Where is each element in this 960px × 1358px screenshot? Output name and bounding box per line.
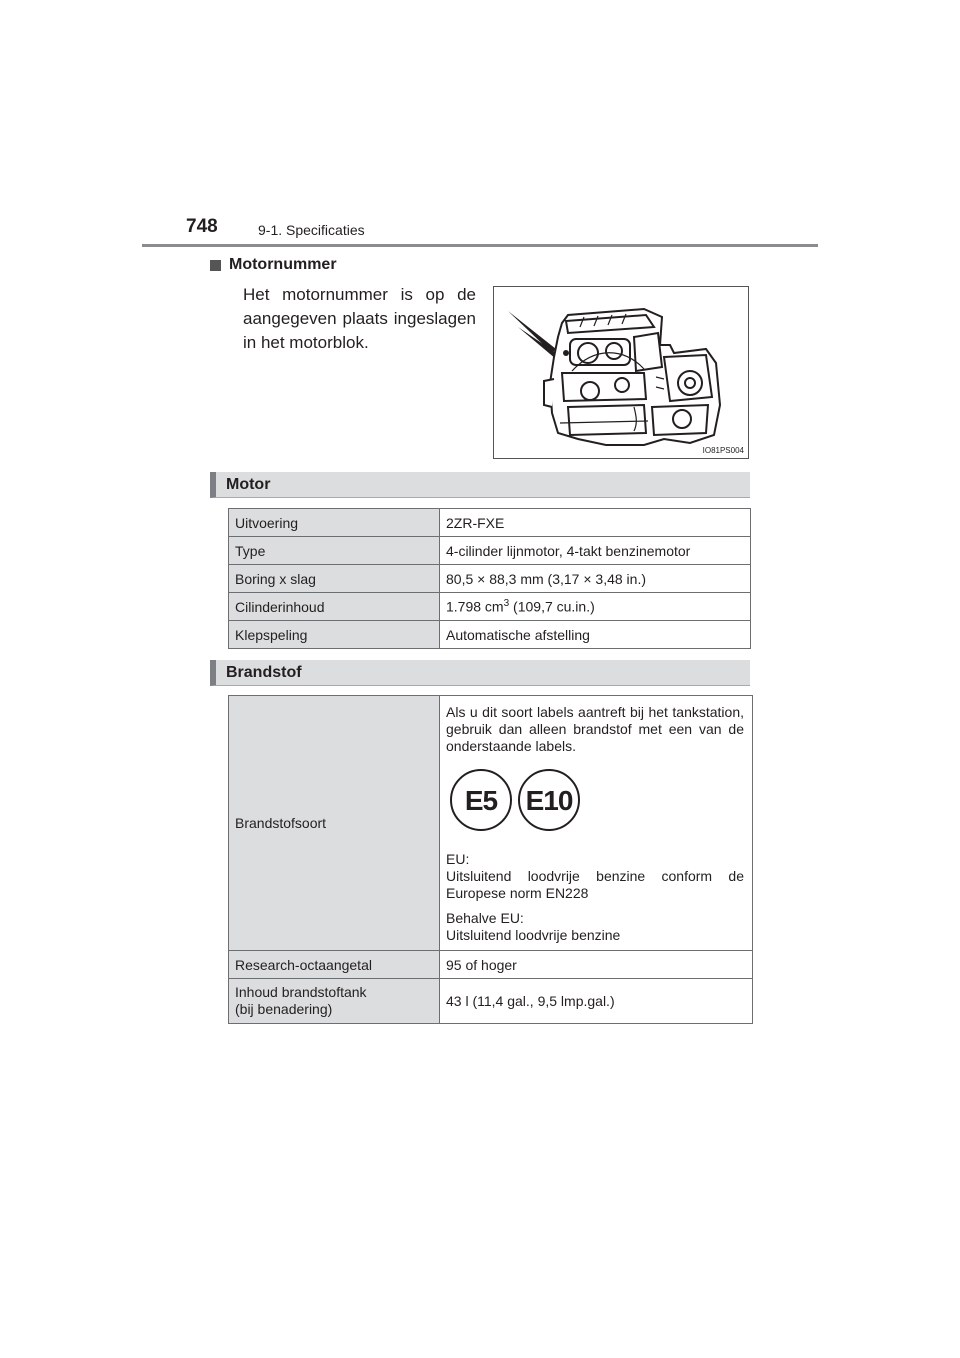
table-row [229, 537, 751, 565]
spec-value [440, 593, 751, 621]
fuel-label-group [450, 769, 744, 831]
engine-number-title: Motornummer [229, 256, 337, 273]
section-reference: 9-1. Specificaties [258, 222, 365, 238]
spec-label: Type [229, 537, 440, 565]
table-row [229, 951, 753, 979]
table-row [229, 621, 751, 649]
spec-label: Boring x slag [229, 565, 440, 593]
eu-text: Uitsluitend loodvrije benzine conform de Europese norm EN228 [446, 868, 744, 901]
displacement-imperial: (109,7 cu.in.) [509, 598, 595, 615]
eu-fuel-spec [446, 851, 744, 902]
spec-label: Brandstofsoort [229, 696, 440, 951]
non-eu-text: Uitsluitend loodvrije benzine [446, 927, 621, 943]
spec-label [229, 979, 440, 1024]
fuel-section-header [210, 660, 750, 686]
tank-label-line-2: (bij benadering) [235, 1001, 333, 1017]
page-number: 748 [186, 216, 218, 237]
table-row [229, 509, 751, 537]
table-row [229, 979, 753, 1024]
fuel-intro-text: Als u dit soort labels aantreft bij het tankstation, gebruik dan alleen brandstof met een van de onderstaande labels. [446, 704, 744, 754]
spec-value: 2ZR-FXE [440, 509, 751, 537]
fuel-section-title: Brandstof [226, 664, 302, 681]
spec-label: Cilinderinhoud [229, 593, 440, 621]
spec-value [440, 696, 753, 951]
figure-code: IO81PS004 [702, 446, 744, 455]
fuel-label-e5-icon: E5 [450, 769, 512, 831]
motor-section-title: Motor [226, 476, 271, 493]
spec-label: Research-octaangetal [229, 951, 440, 979]
spec-value: 43 l (11,4 gal., 9,5 lmp.gal.) [440, 979, 753, 1024]
fuel-spec-table [228, 695, 753, 1024]
table-row [229, 593, 751, 621]
motor-spec-table [228, 508, 751, 649]
engine-number-heading [210, 256, 337, 274]
table-row [229, 696, 753, 951]
eu-title: EU: [446, 851, 470, 867]
motor-section-header [210, 472, 750, 498]
spec-value: 80,5 × 88,3 mm (3,17 × 3,48 in.) [440, 565, 751, 593]
spec-label: Klepspeling [229, 621, 440, 649]
non-eu-title: Behalve EU: [446, 910, 524, 926]
table-row [229, 565, 751, 593]
fuel-description [446, 704, 744, 944]
spec-value: Automatische afstelling [440, 621, 751, 649]
engine-block-icon [494, 287, 748, 458]
superscript: 3 [503, 598, 510, 610]
bullet-square-icon [210, 260, 221, 271]
spec-value: 95 of hoger [440, 951, 753, 979]
engine-illustration [493, 286, 749, 459]
header-divider [142, 244, 818, 247]
non-eu-fuel-spec [446, 910, 744, 944]
displacement-value: 1.798 cm [446, 598, 504, 615]
spec-label: Uitvoering [229, 509, 440, 537]
tank-label-line-1: Inhoud brandstoftank [235, 984, 367, 1000]
engine-number-text: Het motornummer is op de aangegeven plaats ingeslagen in het motorblok. [243, 285, 476, 352]
fuel-label-e10-icon: E10 [518, 769, 580, 831]
spec-value: 4-cilinder lijnmotor, 4-takt benzinemotor [440, 537, 751, 565]
